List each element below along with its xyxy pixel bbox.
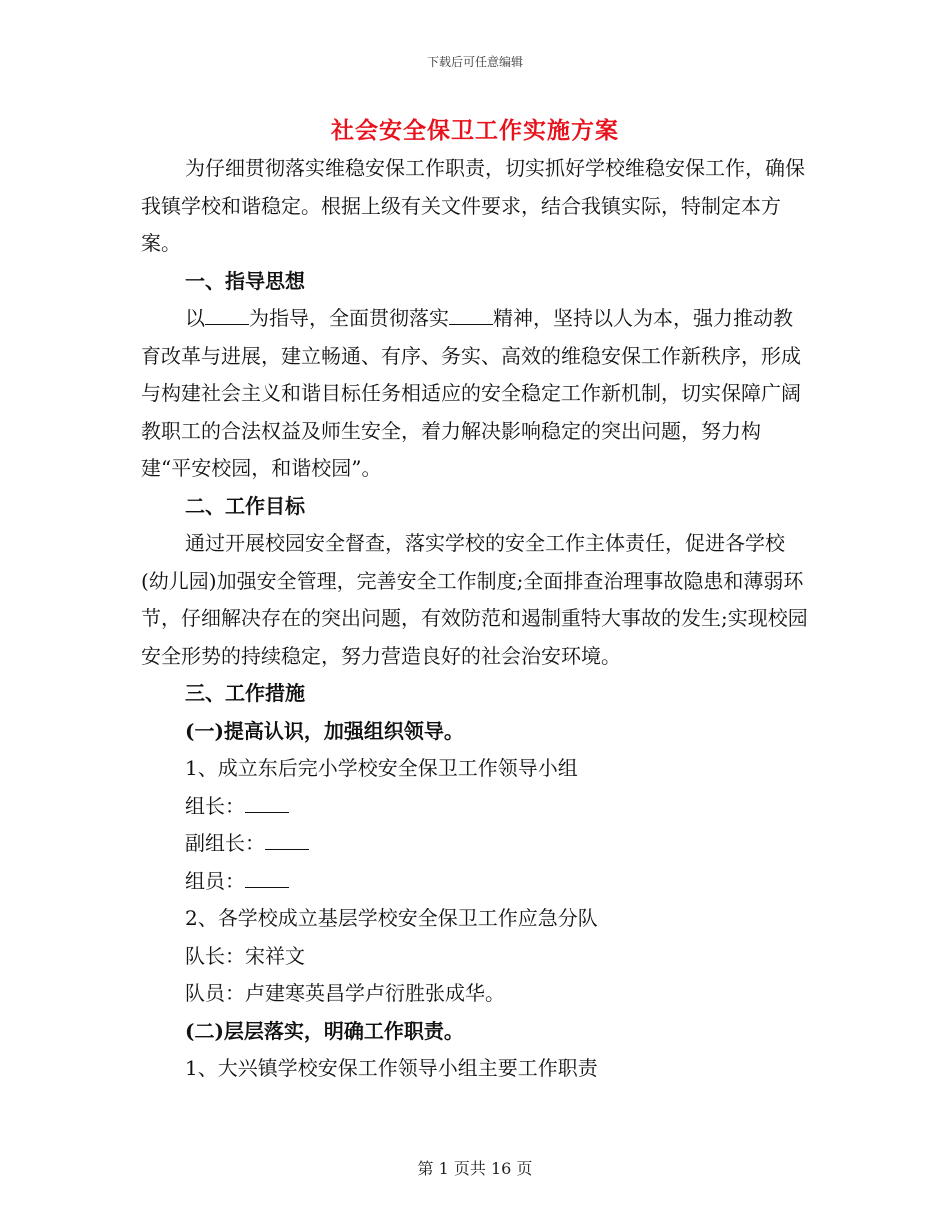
document-body	[141, 150, 811, 1088]
page-header-note: 下载后可任意编辑	[426, 55, 523, 69]
captain-line: 队长：宋祥文	[185, 943, 305, 968]
section-heading-work-measures: 三、工作措施	[185, 681, 305, 705]
blank-line	[245, 869, 289, 888]
work-goals-paragraph: 通过开展校园安全督查，落实学校的安全工作主体责任，促进各学校(幼儿园)加强安全管理，完善安全工作制度;全面排查治理事故隐患和薄弱环节，仔细解决存在的突出问题，有效防范和遏制重特大事故的发生;实现校园安全形势的持续稳定，努力营造良好的社会治安环境。	[141, 531, 808, 668]
document-title: 社会安全保卫工作实施方案	[331, 117, 619, 144]
subsection-heading-2: (二)层层落实，明确工作职责。	[185, 1018, 464, 1043]
text-fragment: 为指导，全面贯彻落实	[249, 306, 449, 330]
list-item: 2、各学校成立基层学校安全保卫工作应急分队	[185, 906, 598, 930]
text-fragment: 精神，坚持以人为本，强力推动教育改革与进展，建立畅通、有序、务实、高效的维稳安保工作新秩序，形成与构建社会主义和谐目标任务相适应的安全稳定工作新机制，切实保障广阔教职工的合法权益及师生安全，着力解决影响稳定的突出问题，努力构建“平安校园，和谐校园”。	[141, 306, 801, 480]
leader-line	[141, 788, 811, 826]
page-number: 第 1 页共 16 页	[417, 1159, 533, 1178]
deputy-label: 副组长：	[185, 831, 265, 855]
list-item: 1、大兴镇学校安保工作领导小组主要工作职责	[185, 1056, 598, 1080]
members-label: 组员：	[185, 868, 245, 893]
section-heading-work-goals: 二、工作目标	[185, 493, 305, 518]
members-line	[141, 863, 811, 901]
deputy-leader-line	[141, 825, 811, 863]
subsection-heading-1: (一)提高认识，加强组织领导。	[185, 718, 464, 743]
leader-label: 组长：	[185, 793, 245, 818]
blank-line	[245, 794, 289, 813]
guiding-ideology-paragraph	[141, 300, 811, 488]
blank-line	[265, 831, 309, 850]
section-heading-guiding-ideology: 一、指导思想	[185, 268, 305, 293]
team-members-line: 队员：卢建寒英昌学卢衍胜张成华。	[185, 981, 505, 1005]
text-fragment: 以	[185, 306, 205, 330]
blank-line	[449, 306, 493, 325]
list-item: 1、成立东后完小学校安全保卫工作领导小组	[185, 756, 578, 780]
intro-paragraph: 为仔细贯彻落实维稳安保工作职责，切实抓好学校维稳安保工作，确保我镇学校和谐稳定。根据上级有关文件要求，结合我镇实际，特制定本方案。	[141, 156, 805, 255]
blank-line	[205, 306, 249, 325]
